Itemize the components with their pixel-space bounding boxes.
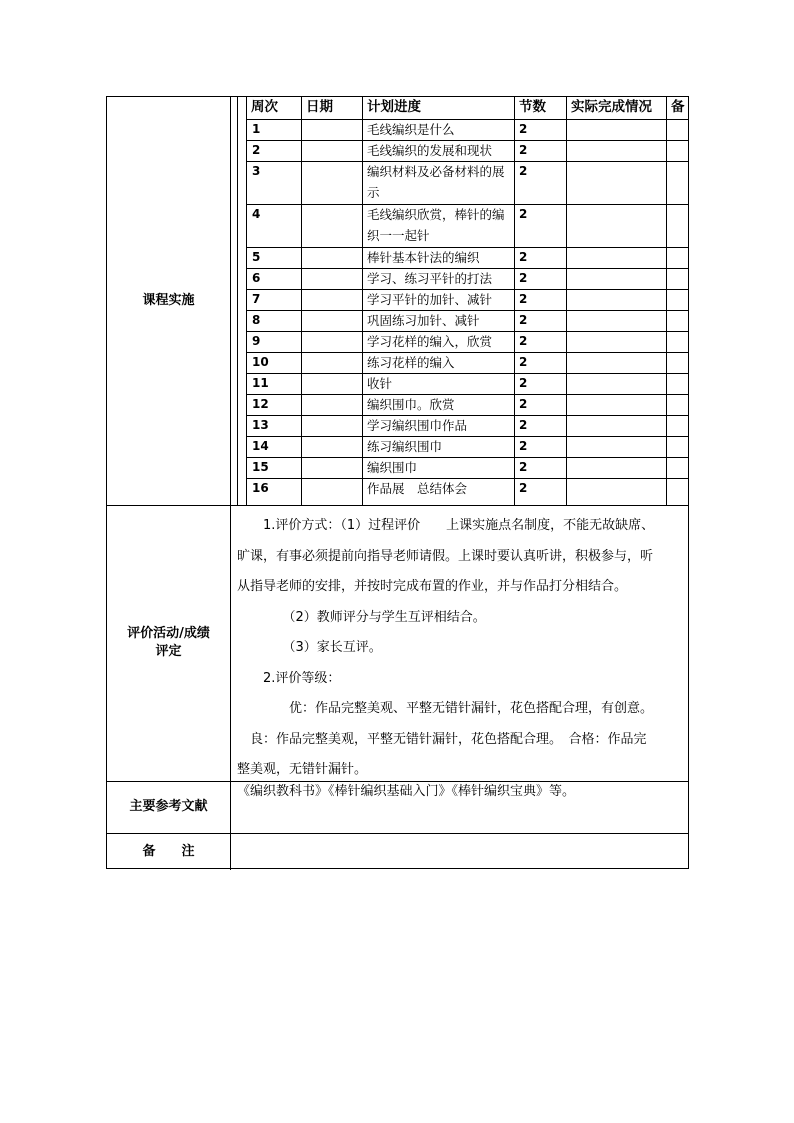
evaluation-line: （2）教师评分与学生互评相结合。	[237, 609, 486, 625]
date-cell	[305, 310, 360, 331]
week-cell: 5	[252, 250, 261, 264]
lessons-cell: 2	[519, 418, 528, 432]
grid-outer-rule-1	[237, 97, 238, 505]
references-text: 《编织教科书》《棒针编织基础入门》《棒针编织宝典》等。	[237, 784, 576, 799]
header-cell: 计划进度	[367, 99, 421, 115]
date-cell	[305, 119, 360, 140]
date-cell	[305, 204, 360, 247]
week-cell: 7	[252, 292, 261, 306]
lessons-cell: 2	[519, 460, 528, 474]
evaluation-line: 整美观，无错针漏针。	[237, 762, 368, 777]
actual-cell	[571, 373, 664, 394]
actual-cell	[571, 478, 664, 499]
evaluation-text	[237, 511, 689, 786]
week-cell: 12	[252, 397, 269, 411]
evaluation-line: （3）家长互评。	[237, 640, 382, 655]
actual-cell	[571, 310, 664, 331]
plan-cell: 棒针基本针法的编织	[367, 250, 480, 265]
actual-cell	[571, 247, 664, 268]
week-cell: 15	[252, 460, 269, 474]
plan-cell: 编织围巾。欣赏	[367, 397, 455, 412]
plan-cell: 练习花样的编入	[367, 355, 455, 370]
plan-cell: 编织围巾	[367, 460, 418, 475]
date-cell	[305, 140, 360, 161]
plan-cell: 毛线编织是什么	[367, 122, 455, 137]
week-cell: 10	[252, 355, 269, 369]
lessons-cell: 2	[519, 355, 528, 369]
week-cell: 8	[252, 313, 261, 327]
date-cell	[305, 289, 360, 310]
date-cell	[305, 331, 360, 352]
date-cell	[305, 268, 360, 289]
lessons-cell: 2	[519, 250, 528, 264]
date-cell	[305, 436, 360, 457]
plan-cell: 毛线编织的发展和现状	[367, 143, 493, 158]
actual-cell	[571, 119, 664, 140]
evaluation-line: 良：作品完整美观，平整无错针漏针，花色搭配合理。 合格：作品完	[237, 731, 647, 747]
actual-cell	[571, 161, 664, 204]
references-label: 主要参考文献	[129, 799, 208, 814]
week-cell: 2	[252, 143, 261, 157]
plan-cell: 巩固练习加针、减针	[367, 313, 480, 328]
week-cell: 11	[252, 376, 269, 390]
week-cell: 1	[252, 122, 261, 136]
week-cell: 16	[252, 481, 269, 495]
week-cell: 9	[252, 334, 261, 348]
implementation-label: 课程实施	[142, 293, 195, 308]
lessons-cell: 2	[519, 334, 528, 348]
evaluation-line: 优：作品完整美观、平整无错针漏针，花色搭配合理，有创意。	[237, 701, 654, 716]
lessons-cell: 2	[519, 397, 528, 411]
lessons-cell: 2	[519, 313, 528, 327]
actual-cell	[571, 394, 664, 415]
evaluation-line: 从指导老师的安排，并按时完成布置的作业，并与作品打分相结合。	[237, 579, 628, 594]
plan-cell: 编织材料及必备材料的展示	[367, 164, 505, 200]
plan-cell: 学习、练习平针的打法	[367, 271, 493, 286]
week-cell: 13	[252, 418, 269, 432]
lessons-cell: 2	[519, 143, 528, 157]
evaluation-line: 旷课，有事必须提前向指导老师请假。上课时要认真听讲，积极参与，听	[237, 548, 654, 564]
week-cell: 3	[252, 164, 261, 178]
plan-cell: 学习花样的编入，欣赏	[367, 334, 493, 349]
header-cell: 备	[671, 99, 685, 115]
lessons-cell: 2	[519, 439, 528, 453]
actual-cell	[571, 268, 664, 289]
schedule-grid	[246, 97, 689, 505]
week-cell: 4	[252, 207, 261, 221]
actual-cell	[571, 331, 664, 352]
actual-cell	[571, 352, 664, 373]
date-cell	[305, 478, 360, 499]
actual-cell	[571, 436, 664, 457]
label-column-divider	[230, 97, 231, 870]
plan-cell: 作品展 总结体会	[367, 481, 468, 496]
plan-cell: 收针	[367, 376, 393, 391]
lessons-cell: 2	[519, 292, 528, 306]
date-cell	[305, 457, 360, 478]
date-cell	[305, 415, 360, 436]
header-cell: 节数	[519, 99, 546, 115]
plan-cell: 练习编织围巾	[367, 439, 443, 454]
date-cell	[305, 247, 360, 268]
lessons-cell: 2	[519, 376, 528, 390]
actual-cell	[571, 415, 664, 436]
date-cell	[305, 373, 360, 394]
plan-cell: 毛线编织欣赏，棒针的编织一一起针	[367, 207, 505, 243]
remarks-label: 备 注	[142, 843, 195, 859]
header-cell: 日期	[306, 99, 333, 115]
actual-cell	[571, 289, 664, 310]
plan-cell: 学习编织围巾作品	[367, 418, 468, 433]
date-cell	[305, 394, 360, 415]
lessons-cell: 2	[519, 271, 528, 285]
plan-cell: 学习平针的加针、减针	[367, 292, 493, 307]
actual-cell	[571, 457, 664, 478]
date-cell	[305, 161, 360, 204]
date-cell	[305, 352, 360, 373]
lessons-cell: 2	[519, 207, 528, 221]
course-table	[106, 96, 689, 869]
actual-cell	[571, 140, 664, 161]
evaluation-line: 2.评价等级：	[237, 670, 341, 686]
evaluation-line: 1.评价方式：（1）过程评价 上课实施点名制度，不能无故缺席、	[237, 518, 655, 533]
week-cell: 6	[252, 271, 261, 285]
header-cell: 周次	[251, 99, 278, 115]
evaluation-label: 评价活动/成绩评定	[127, 626, 210, 659]
actual-cell	[571, 204, 664, 247]
week-cell: 14	[252, 439, 269, 453]
header-cell: 实际完成情况	[571, 99, 652, 115]
lessons-cell: 2	[519, 122, 528, 136]
lessons-cell: 2	[519, 164, 528, 178]
lessons-cell: 2	[519, 481, 528, 495]
